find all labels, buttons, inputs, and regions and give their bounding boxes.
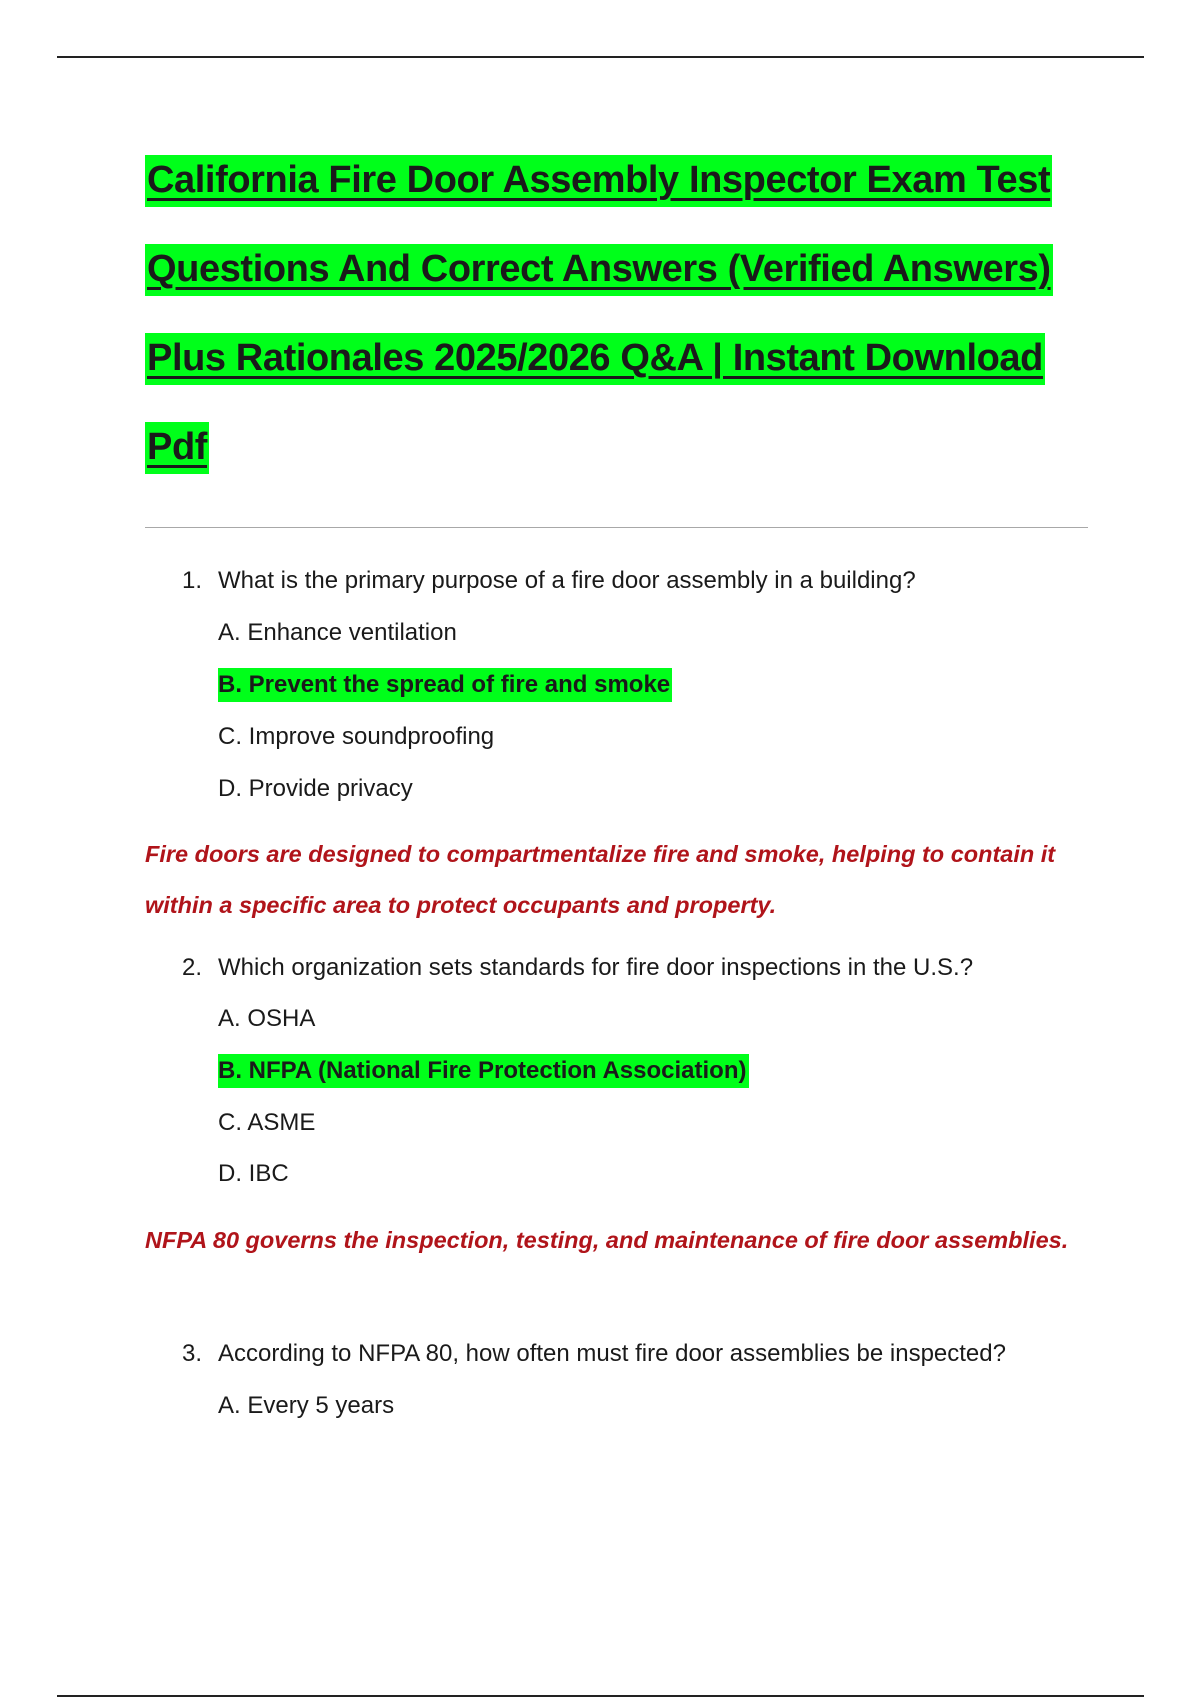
question-text: According to NFPA 80, how often must fire door assemblies be inspected? xyxy=(218,1340,1006,1367)
q1-option-a: A. Enhance ventilation xyxy=(218,619,457,646)
header-rule xyxy=(57,56,1144,58)
title-divider xyxy=(145,527,1088,528)
document-title xyxy=(145,136,1105,492)
q1-option-c: C. Improve soundproofing xyxy=(218,723,495,750)
question-3 xyxy=(182,1339,1006,1369)
question-2 xyxy=(182,953,973,983)
footer-rule xyxy=(57,1695,1144,1697)
q2-option-b-correct: B. NFPA (National Fire Protection Association) xyxy=(218,1056,749,1086)
document-title-text: California Fire Door Assembly Inspector Exam Test Questions And Correct Answers (Verified Answers) Plus Rationales 2025/2026 Q&A | Instant Download Pdf xyxy=(145,155,1053,474)
question-number: 3. xyxy=(182,1340,203,1367)
question-text: Which organization sets standards for fire door inspections in the U.S.? xyxy=(218,954,974,981)
question-text: What is the primary purpose of a fire door assembly in a building? xyxy=(218,567,916,594)
q3-option-a: A. Every 5 years xyxy=(218,1392,395,1419)
question-number: 2. xyxy=(182,954,203,981)
q2-option-c: C. ASME xyxy=(218,1109,316,1136)
q2-option-d: D. IBC xyxy=(218,1160,289,1187)
question-number: 1. xyxy=(182,567,203,594)
q1-rationale: Fire doors are designed to compartmentalize fire and smoke, helping to contain it within a specific area to protect occupants and property. xyxy=(145,841,1056,918)
q2-option-a: A. OSHA xyxy=(218,1005,316,1032)
q2-rationale: NFPA 80 governs the inspection, testing, and maintenance of fire door assemblies. xyxy=(145,1227,1069,1253)
q1-option-b-correct: B. Prevent the spread of fire and smoke xyxy=(218,670,672,700)
q1-option-d: D. Provide privacy xyxy=(218,775,413,802)
question-1 xyxy=(182,566,916,596)
